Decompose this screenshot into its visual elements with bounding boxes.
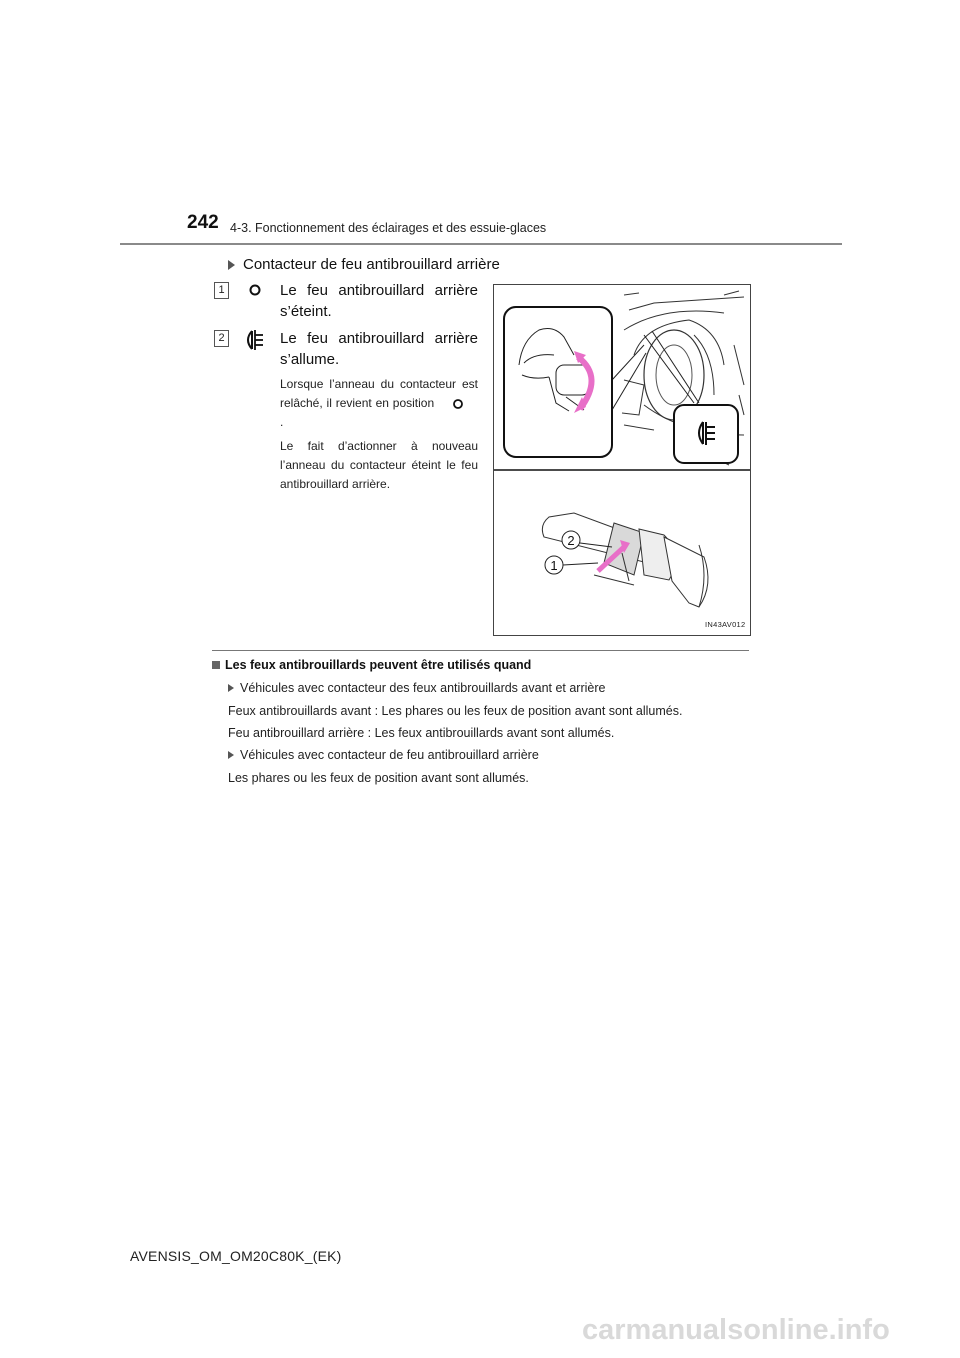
triangle-bullet-icon [228, 751, 234, 759]
figure-callout-2: 2 [567, 533, 575, 548]
figure-code: IN43AV012 [705, 620, 746, 629]
header-rule [120, 243, 842, 245]
figure-frame [493, 284, 751, 636]
ring-off-icon [452, 398, 464, 410]
item-number-1: 1 [214, 282, 229, 299]
figure-illustration [494, 285, 750, 635]
item-text-2: Le feu antibrouillard arrière s’allume. [280, 330, 478, 368]
figure-callout-1: 1 [550, 558, 558, 573]
item-number-2: 2 [214, 330, 229, 347]
section-rule [212, 650, 749, 651]
note-release-text: Lorsque l’anneau du contacteur est relâché, il revient en position [280, 377, 478, 410]
document-code: AVENSIS_OM_OM20C80K_(EK) [130, 1248, 342, 1264]
info-line: Véhicules avec contacteur de feu antibrouillard arrière [228, 748, 539, 762]
page-number: 242 [187, 212, 219, 233]
item-text-1: Le feu antibrouillard arrière s’éteint. [280, 282, 478, 320]
info-heading [212, 658, 531, 672]
info-line: Feux antibrouillards avant : Les phares ou les feux de position avant sont allumés. [228, 704, 683, 718]
note-again: Le fait d’actionner à nouveau l’anneau du contacteur éteint le feu antibrouillard arrière. [280, 439, 478, 491]
note-release-end: . [280, 415, 284, 429]
info-line: Véhicules avec contacteur des feux antibrouillards avant et arrière [228, 681, 605, 695]
info-line: Feu antibrouillard arrière : Les feux antibrouillards avant sont allumés. [228, 726, 615, 740]
sub-heading-text: Contacteur de feu antibrouillard arrière [243, 256, 500, 273]
info-line: Les phares ou les feux de position avant sont allumés. [228, 771, 529, 785]
section-title: 4-3. Fonctionnement des éclairages et des essuie-glaces [230, 221, 547, 235]
info-heading-text: Les feux antibrouillards peuvent être utilisés quand [225, 658, 532, 672]
sub-heading [228, 256, 500, 273]
note-release [280, 375, 478, 432]
rear-fog-light-icon [241, 328, 269, 352]
watermark: carmanualsonline.info [582, 1314, 890, 1346]
triangle-bullet-icon [228, 684, 234, 692]
triangle-bullet-icon [228, 260, 235, 270]
ring-off-icon [248, 283, 262, 297]
square-bullet-icon [212, 661, 220, 669]
